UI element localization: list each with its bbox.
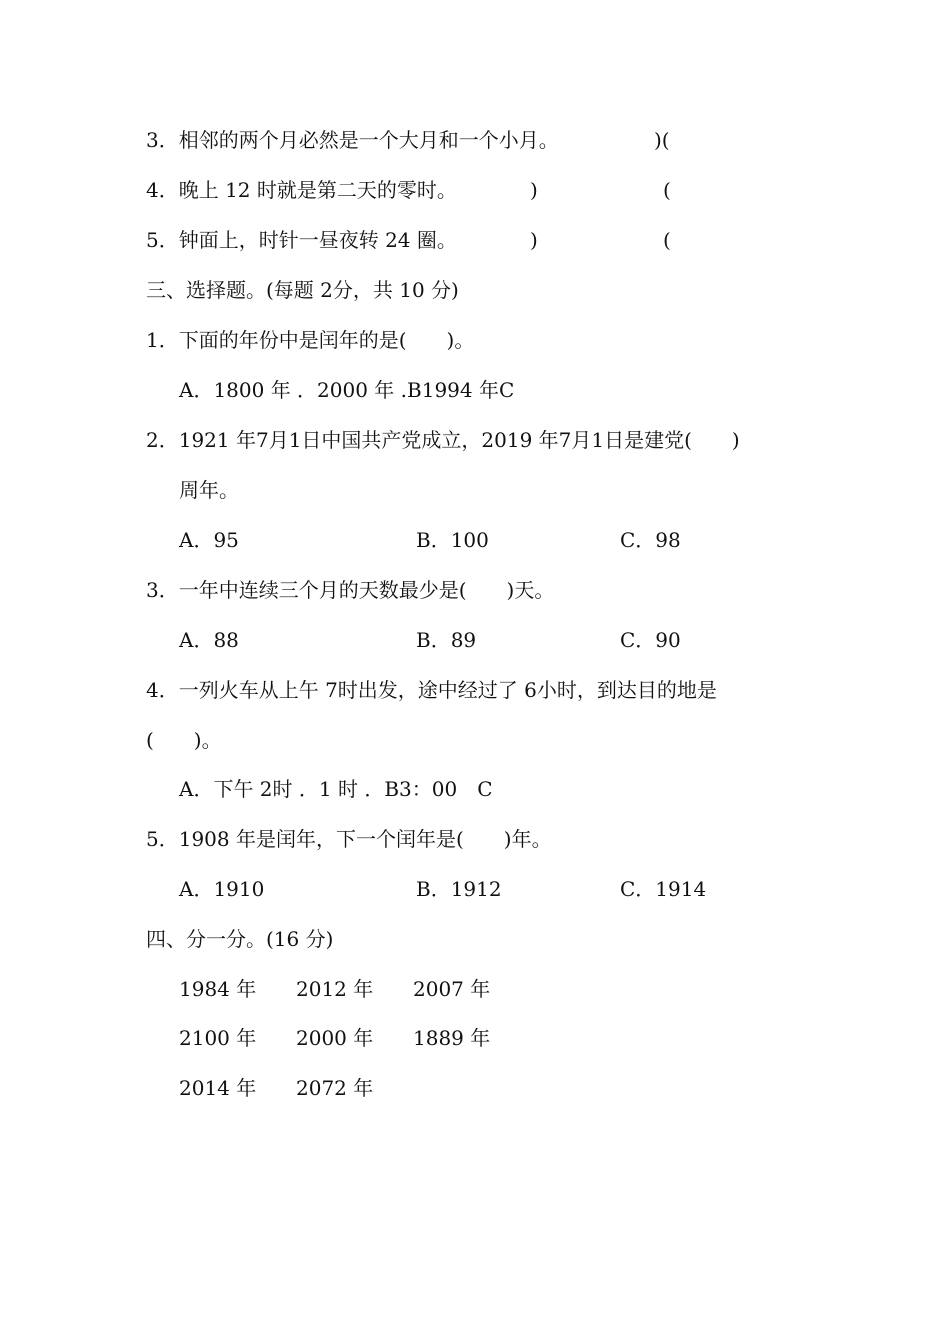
year-item: 2100 年 bbox=[179, 1026, 257, 1050]
choice-q4-stem-line2: ( )。 bbox=[146, 728, 222, 752]
year-item: 2072 年 bbox=[296, 1076, 374, 1100]
judge-q3-text: 3．相邻的两个月必然是一个大月和一个小月。 bbox=[146, 128, 559, 152]
judge-q4-text: 4．晚上 12 时就是第二天的零时。 bbox=[146, 178, 457, 202]
choice-q4-stem-line1: 4．一列火车从上午 7时出发，途中经过了 6小时，到达目的地是 bbox=[146, 678, 717, 702]
judge-q4-bracket-close: ) bbox=[530, 178, 538, 202]
choice-q3-option-c: C．90 bbox=[620, 628, 681, 652]
year-item: 1984 年 bbox=[179, 977, 257, 1001]
judge-q5-bracket-open: ( bbox=[663, 228, 671, 252]
choice-q2-option-c: C．98 bbox=[620, 528, 681, 552]
classify-section-heading: 四、分一分。(16 分) bbox=[146, 927, 334, 951]
choice-q5-option-a: A．1910 bbox=[179, 877, 265, 901]
year-item: 2014 年 bbox=[179, 1076, 257, 1100]
year-item: 1889 年 bbox=[413, 1026, 491, 1050]
judge-q4-bracket-open: ( bbox=[663, 178, 671, 202]
choice-q1-options: A．1800 年 ．2000 年 .B1994 年C bbox=[179, 378, 515, 402]
judge-q3-bracket: )( bbox=[654, 128, 670, 152]
choice-q2-stem-line2: 周年。 bbox=[179, 478, 239, 502]
year-item: 2007 年 bbox=[413, 977, 491, 1001]
choice-q1-stem: 1．下面的年份中是闰年的是( )。 bbox=[146, 328, 475, 352]
year-item: 2000 年 bbox=[296, 1026, 374, 1050]
choice-q3-option-b: B．89 bbox=[416, 628, 477, 652]
choice-q2-option-b: B．100 bbox=[416, 528, 489, 552]
choice-q3-option-a: A．88 bbox=[179, 628, 239, 652]
judge-q5-bracket-close: ) bbox=[530, 228, 538, 252]
choice-q2-stem-line1: 2．1921 年7月1日中国共产党成立，2019 年7月1日是建党( ) bbox=[146, 428, 740, 452]
choice-section-heading: 三、选择题。(每题 2分，共 10 分) bbox=[146, 278, 459, 302]
choice-q2-option-a: A．95 bbox=[179, 528, 239, 552]
choice-q5-option-c: C．1914 bbox=[620, 877, 707, 901]
choice-q3-stem: 3．一年中连续三个月的天数最少是( )天。 bbox=[146, 578, 555, 602]
judge-q5-text: 5．钟面上，时针一昼夜转 24 圈。 bbox=[146, 228, 457, 252]
choice-q5-option-b: B．1912 bbox=[416, 877, 502, 901]
choice-q4-options: A．下午 2时 ．1 时 ．B3：00 C bbox=[179, 777, 493, 801]
choice-q5-stem: 5．1908 年是闰年，下一个闰年是( )年。 bbox=[146, 827, 552, 851]
year-item: 2012 年 bbox=[296, 977, 374, 1001]
